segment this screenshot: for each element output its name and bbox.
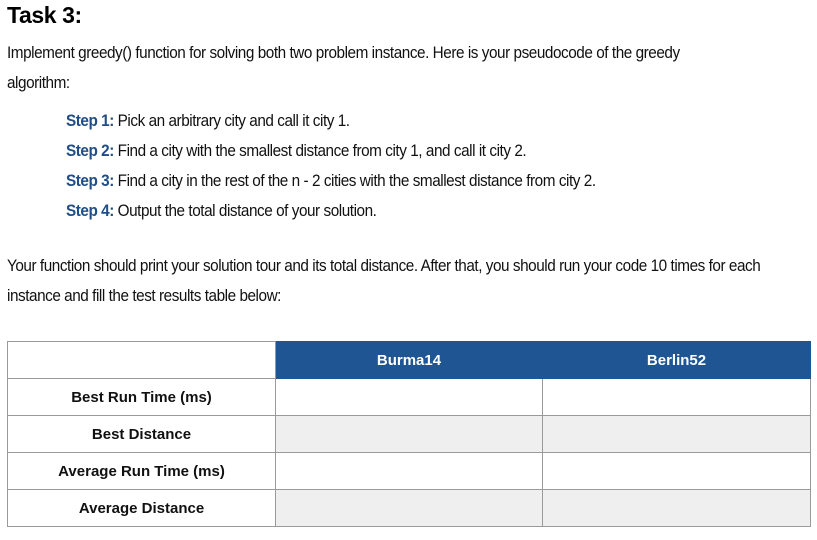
step-4-text: Output the total distance of your solution. xyxy=(113,201,377,220)
step-3-text: Find a city in the rest of the n - 2 cities with the smallest distance from city 2. xyxy=(113,171,596,190)
table-row xyxy=(8,379,811,416)
header-berlin52: Berlin52 xyxy=(543,342,811,379)
step-2-text: Find a city with the smallest distance from city 1, and call it city 2. xyxy=(113,141,527,160)
step-2-label: Step 2: xyxy=(66,141,114,160)
cell-average-run-time-burma14[interactable] xyxy=(276,453,543,490)
step-1-label: Step 1: xyxy=(66,111,114,130)
cell-average-distance-berlin52[interactable] xyxy=(543,490,811,527)
table-row xyxy=(8,453,811,490)
table-header-row xyxy=(8,342,811,379)
test-results-table xyxy=(7,341,811,527)
task-title: Task 3: xyxy=(7,2,82,28)
row-label-best-run-time: Best Run Time (ms) xyxy=(8,379,276,416)
row-label-best-distance: Best Distance xyxy=(8,416,276,453)
step-1-text: Pick an arbitrary city and call it city 1. xyxy=(113,111,350,130)
table-row xyxy=(8,416,811,453)
instructions-paragraph: Your function should print your solution tour and its total distance. After that, you should run your code 10 times for each instance and fill the test results table below: xyxy=(7,256,761,305)
cell-best-run-time-berlin52[interactable] xyxy=(543,379,811,416)
step-3-label: Step 3: xyxy=(66,171,114,190)
step-4-label: Step 4: xyxy=(66,201,114,220)
pseudocode-steps xyxy=(66,106,596,226)
cell-average-distance-burma14[interactable] xyxy=(276,490,543,527)
cell-best-run-time-burma14[interactable] xyxy=(276,379,543,416)
cell-best-distance-burma14[interactable] xyxy=(276,416,543,453)
header-burma14: Burma14 xyxy=(276,342,543,379)
row-label-average-run-time: Average Run Time (ms) xyxy=(8,453,276,490)
step-4 xyxy=(66,196,596,226)
header-corner-cell xyxy=(8,342,276,379)
step-2 xyxy=(66,136,596,166)
step-3 xyxy=(66,166,596,196)
table-row xyxy=(8,490,811,527)
cell-best-distance-berlin52[interactable] xyxy=(543,416,811,453)
row-label-average-distance: Average Distance xyxy=(8,490,276,527)
step-1 xyxy=(66,106,596,136)
cell-average-run-time-berlin52[interactable] xyxy=(543,453,811,490)
intro-paragraph: Implement greedy() function for solving both two problem instance. Here is your pseudocode of the greedy algorithm: xyxy=(7,43,680,92)
